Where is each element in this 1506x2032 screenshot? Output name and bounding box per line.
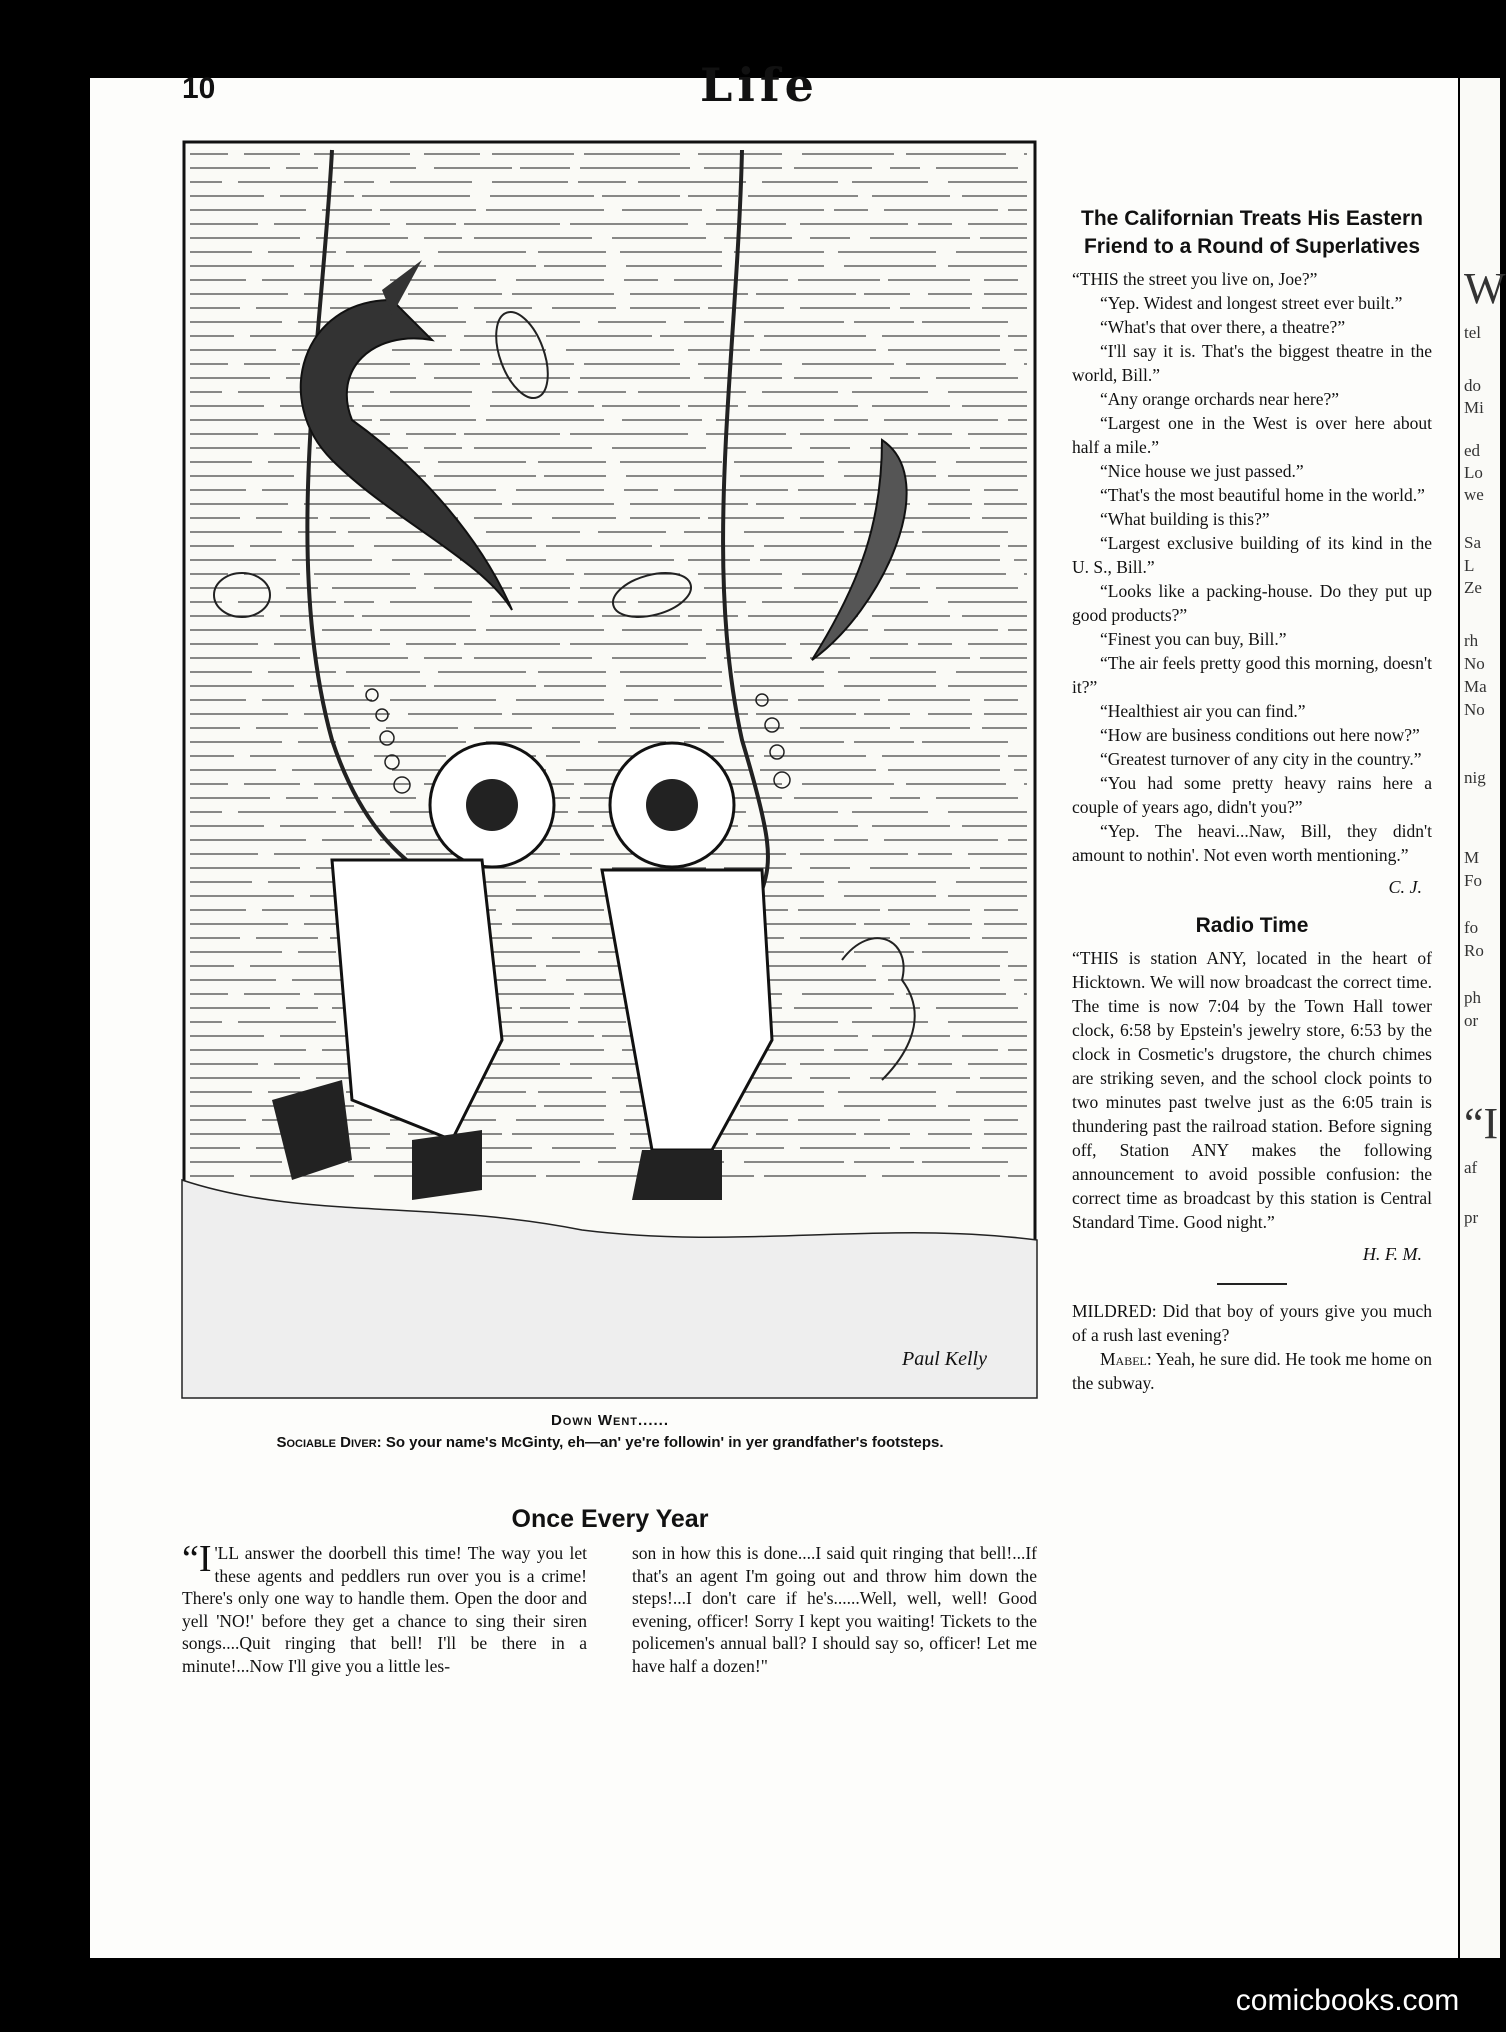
dialogue-line: “Yep. The heavi...Naw, Bill, they didn't amount to nothin'. Not even worth mentioning.” <box>1072 821 1432 865</box>
next-page-fragment: ed <box>1464 441 1481 460</box>
masthead-title: Life <box>700 58 819 112</box>
next-page-fragment: Fo <box>1464 871 1482 890</box>
caption-text: So your name's McGinty, eh—an' ye're followin' in yer grandfather's footsteps. <box>385 1434 944 1451</box>
page-number: 10 <box>182 72 216 105</box>
story-column-2: son in how this is done....I said quit ringing that bell!...If that's an agent I'm going out and throw him down the steps!...I don't care if he's......Well, well, well! Good evening, officer! Sorry I kept you waiting! Tickets to the policemen's annual ball? I should say so, officer! Let me have half a dozen!" <box>632 1543 1037 1676</box>
next-page-fragment: we <box>1464 485 1484 504</box>
next-page-fragment: ph <box>1464 988 1481 1007</box>
story-californian <box>1072 267 1432 867</box>
next-page-fragment: af <box>1464 1158 1478 1177</box>
dialogue-text: Yeah, he sure did. He took me home on the subway. <box>1072 1349 1432 1393</box>
dialogue-line: “That's the most beautiful home in the world.” <box>1100 485 1425 505</box>
story-radio-time <box>1072 946 1432 1234</box>
next-page-fragment: Ma <box>1464 677 1487 696</box>
dialogue-line: “Yep. Widest and longest street ever built.” <box>1100 293 1403 313</box>
artist-signature: Paul Kelly <box>902 1348 987 1370</box>
dialogue-line: “Greatest turnover of any city in the country.” <box>1100 749 1422 769</box>
next-page-fragment: Mi <box>1464 398 1484 417</box>
dialogue-line: “The air feels pretty good this morning, doesn't it?” <box>1072 653 1432 697</box>
dialogue-line <box>1072 1347 1432 1395</box>
dialogue-line: “THIS the street you live on, Joe?” <box>1072 269 1318 289</box>
caption-dialogue <box>180 1432 1040 1454</box>
section-divider <box>1217 1283 1287 1285</box>
dialogue-line: “Finest you can buy, Bill.” <box>1100 629 1287 649</box>
next-page-fragment: No <box>1464 700 1485 719</box>
next-page-fragment: rh <box>1464 631 1479 650</box>
next-page-fragment: fo <box>1464 918 1479 937</box>
dialogue-line: “Largest exclusive building of its kind in the U. S., Bill.” <box>1072 533 1432 577</box>
story-signature: C. J. <box>1388 877 1422 897</box>
story-title-californian: The Californian Treats His Eastern Friend to a Round of Superlatives <box>1081 207 1423 258</box>
next-page-fragment: tel <box>1464 323 1481 342</box>
story-once-every-year <box>182 1538 1037 1677</box>
dialogue-line: “Healthiest air you can find.” <box>1100 701 1306 721</box>
next-page-fragment: No <box>1464 654 1485 673</box>
caption-speaker: Sociable Diver: <box>276 1434 382 1451</box>
next-page-fragment: “I <box>1464 1099 1499 1148</box>
next-page-fragment: Ro <box>1464 941 1484 960</box>
dialogue-line: “I'll say it is. That's the biggest theatre in the world, Bill.” <box>1072 341 1432 385</box>
next-page-fragment: or <box>1464 1011 1479 1030</box>
next-page-fragment: M <box>1464 848 1480 867</box>
dialogue-line: “You had some pretty heavy rains here a couple of years ago, didn't you?” <box>1072 773 1432 817</box>
story-column-1 <box>182 1538 587 1677</box>
cartoon-illustration <box>182 140 1037 1398</box>
next-page-fragment: L <box>1464 556 1475 575</box>
cartoon-drawing <box>182 140 1037 1398</box>
dialogue-line: “Any orange orchards near here?” <box>1100 389 1340 409</box>
next-page-fragment: Sa <box>1464 533 1481 552</box>
speaker-name: Mabel: <box>1100 1349 1152 1369</box>
story-title-once-every-year: Once Every Year <box>511 1505 709 1533</box>
next-page-fragment: Ze <box>1464 578 1482 597</box>
cartoon-caption <box>180 1410 1040 1454</box>
dialogue-line: “Largest one in the West is over here about half a mile.” <box>1072 413 1432 457</box>
story-mildred-mabel <box>1072 1299 1432 1395</box>
adjacent-page-edge <box>1460 78 1506 1958</box>
dialogue-line: “Looks like a packing-house. Do they put up good products?” <box>1072 581 1432 625</box>
dialogue-line: “Nice house we just passed.” <box>1100 461 1304 481</box>
next-page-fragment: nig <box>1464 768 1486 787</box>
story-title-radio-time: Radio Time <box>1195 914 1309 937</box>
next-page-fragment: W <box>1464 264 1506 313</box>
dialogue-line: “What building is this?” <box>1100 509 1270 529</box>
story-text: 'LL answer the doorbell this time! The way you let these agents and peddlers run over you is a crime! There's only one way to handle them. Open the door and yell 'NO!' before they get a chance to sing their siren songs....Quit ringing that bell! I'll be there in a minute!...Now I'll give you a little les- <box>182 1543 587 1676</box>
next-page-fragment: Lo <box>1464 463 1483 482</box>
dialogue-line: “How are business conditions out here now?” <box>1100 725 1420 745</box>
right-column <box>1072 205 1432 1395</box>
next-page-fragment: do <box>1464 376 1481 395</box>
dialogue-line: “What's that over there, a theatre?” <box>1100 317 1346 337</box>
caption-title: Down Went...... <box>550 1412 670 1429</box>
drop-cap: “I <box>182 1538 212 1580</box>
source-watermark: comicbooks.com <box>1195 1971 1500 2032</box>
dialogue-line: MILDRED: Did that boy of yours give you much of a rush last evening? <box>1072 1301 1432 1345</box>
next-page-fragment: pr <box>1464 1208 1479 1227</box>
story-text: “THIS is station ANY, located in the heart of Hicktown. We will now broadcast the correct time. The time is now 7:04 by the Town Hall tower clock, 6:58 by Epstein's jewelry store, 6:53 by the clock in Cosmetic's drugstore, the church chimes are striking seven, and the school clock points to two minutes past twelve just as the 6:05 train is thundering past the railroad station. Before signing off, Station ANY makes the following announcement to avoid possible confusion: the correct time as broadcast by this station is Central Standard Time. Good night.” <box>1072 948 1432 1232</box>
story-signature: H. F. M. <box>1362 1244 1422 1264</box>
